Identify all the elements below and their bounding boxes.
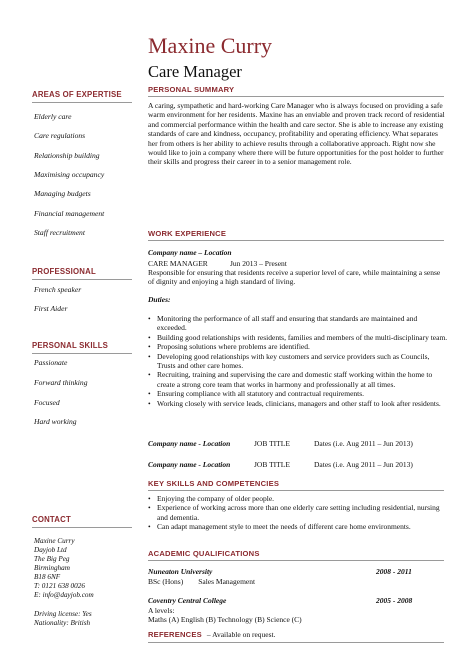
education-school: Nuneaton University	[148, 567, 213, 576]
duty-item: • Working closely with service leads, clinicians, managers and other staff to look after residents.	[148, 399, 448, 408]
references-text: – Available on request.	[206, 630, 276, 639]
contact-line: Birmingham	[34, 564, 70, 572]
skills-divider	[32, 353, 132, 354]
professional-item: First Aider	[34, 304, 68, 313]
education-years: 2008 - 2011	[376, 567, 412, 576]
key-skills-heading: KEY SKILLS AND COMPETENCIES	[148, 479, 280, 488]
key-skills-list	[148, 494, 448, 532]
duty-item: • Monitoring the performance of all staff and ensuring that standards are maintained and exceeded.	[148, 314, 448, 333]
experience-divider	[148, 240, 444, 241]
summary-heading: PERSONAL SUMMARY	[148, 85, 235, 94]
summary-divider	[148, 96, 444, 97]
professional-divider	[32, 279, 132, 280]
expertise-item: Managing budgets	[34, 189, 91, 198]
duty-item: • Developing good relationships with key customers and service providers such as Councils, Trusts and other care homes.	[148, 352, 448, 371]
duty-item: • Proposing solutions where problems are identified.	[148, 342, 448, 351]
skills-item: Forward thinking	[34, 378, 88, 387]
expertise-item: Relationship building	[34, 151, 100, 160]
references-divider	[148, 642, 444, 643]
previous-title: JOB TITLE	[254, 439, 290, 448]
contact-line: B18 6NF	[34, 573, 61, 581]
references-heading: REFERENCES	[148, 630, 202, 639]
contact-line: The Big Peg	[34, 555, 70, 563]
candidate-name: Maxine Curry	[148, 33, 273, 58]
duty-item: • Recruiting, training and supervising the care and domestic staff working within the home to create a strong core team that works in harmony and professionally at all times.	[148, 370, 448, 389]
expertise-heading: AREAS OF EXPERTISE	[32, 90, 122, 99]
expertise-divider	[32, 102, 132, 103]
references-row	[148, 630, 276, 639]
role-title: CARE MANAGER	[148, 259, 208, 268]
key-skill-item: • Experience of working across more than one elderly care setting including residential, nursing and dementia.	[148, 503, 448, 522]
professional-item: French speaker	[34, 285, 82, 294]
duties-label: Duties:	[148, 295, 171, 304]
company-location: Company name – Location	[148, 248, 232, 257]
role-row	[148, 259, 287, 268]
education-qualification: A levels:	[148, 606, 175, 615]
key-skill-item: • Can adapt management style to meet the needs of different care home environments.	[148, 522, 448, 531]
key-skill-item: • Enjoying the company of older people.	[148, 494, 448, 503]
key-skills-divider	[148, 490, 444, 491]
skills-item: Hard working	[34, 417, 77, 426]
education-degree: BSc (Hons) Sales Management	[148, 577, 256, 586]
skills-heading: PERSONAL SKILLS	[32, 341, 109, 350]
education-grades: Maths (A) English (B) Technology (B) Science (C)	[148, 615, 302, 624]
expertise-item: Elderly care	[34, 112, 72, 121]
expertise-item: Care regulations	[34, 131, 86, 140]
contact-phone: T: 0121 638 0026	[34, 582, 85, 590]
education-divider	[148, 560, 444, 561]
previous-company: Company name - Location	[148, 439, 231, 448]
experience-heading: WORK EXPERIENCE	[148, 229, 227, 238]
expertise-item: Staff recruitment	[34, 228, 85, 237]
skills-item: Focused	[34, 398, 60, 407]
role-dates: Jun 2013 – Present	[230, 259, 287, 268]
professional-heading: PROFESSIONAL	[32, 267, 96, 276]
education-school: Coventry Central College	[148, 596, 227, 605]
candidate-job-title: Care Manager	[148, 62, 242, 81]
expertise-item: Financial management	[34, 209, 105, 218]
previous-job-row	[148, 460, 413, 469]
previous-title: JOB TITLE	[254, 460, 290, 469]
previous-job-row	[148, 439, 413, 448]
expertise-item: Maximising occupancy	[34, 170, 105, 179]
contact-divider	[32, 527, 132, 528]
driving-license: Driving license: Yes	[34, 610, 92, 618]
education-years: 2005 - 2008	[376, 596, 413, 605]
duties-list	[148, 314, 448, 408]
role-description: Responsible for ensuring that residents receive a superior level of care, while maintaining a sense of dignity and enjoying a high standard of living.	[148, 268, 441, 287]
previous-dates: Dates (i.e. Aug 2011 – Jun 2013)	[314, 439, 413, 448]
nationality: Nationality: British	[34, 619, 91, 627]
summary-text: A caring, sympathetic and hard-working Care Manager who is always focused on providing a safe warm environment for her residents. Maxine has an enviable and proven track record of residential and commercial performance within the health and care sector. She is able to increase any existing standards of care and kindness, occupancy, profitability and operating efficiency. What separates her from others is her ability to achieve results through a collaborative approach. Right now she would like to join a company where there will be future opportunities for the post holder to further their skills and progress their career in to a senior management role.	[148, 101, 445, 167]
previous-dates: Dates (i.e. Aug 2011 – Jun 2013)	[314, 460, 413, 469]
contact-line: Maxine Curry	[34, 537, 75, 545]
contact-line: Dayjob Ltd	[34, 546, 67, 554]
education-heading: ACADEMIC QUALIFICATIONS	[148, 549, 260, 558]
contact-email: E: info@dayjob.com	[34, 591, 94, 599]
duty-item: • Ensuring compliance with all statutory and contractual requirements.	[148, 389, 448, 398]
duty-item: • Building good relationships with residents, families and members of the multi-disciplinary team.	[148, 333, 448, 342]
contact-heading: CONTACT	[32, 515, 71, 524]
previous-company: Company name - Location	[148, 460, 231, 469]
skills-item: Passionate	[34, 358, 68, 367]
